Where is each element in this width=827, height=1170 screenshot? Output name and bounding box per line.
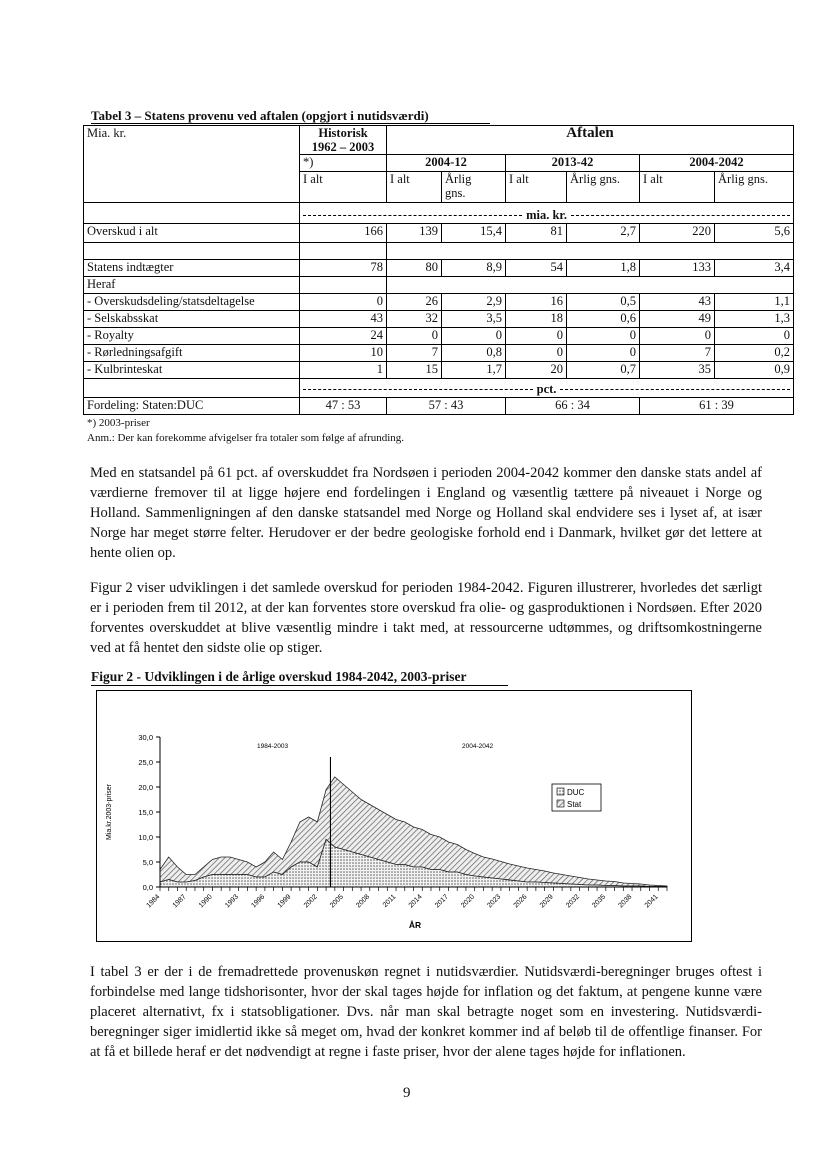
arlig-2004-12 bbox=[442, 172, 506, 203]
cell-value: 0 bbox=[715, 328, 794, 345]
figure-title-underline bbox=[91, 685, 508, 686]
row-label: - Rørledningsafgift bbox=[84, 345, 300, 362]
period-label-historic: 1984-2003 bbox=[257, 743, 289, 750]
row-label: - Royalty bbox=[84, 328, 300, 345]
surplus-area-chart bbox=[97, 691, 691, 941]
period-label-agreement: 2004-2042 bbox=[462, 743, 494, 750]
cell-value: 15,4 bbox=[442, 224, 506, 243]
row-label: - Kulbrinteskat bbox=[84, 362, 300, 379]
x-tick-label: 2041 bbox=[643, 893, 660, 910]
x-tick-label: 1990 bbox=[197, 893, 214, 910]
cell-value: 10 bbox=[300, 345, 387, 362]
fordeling-value: 66 : 34 bbox=[506, 398, 640, 415]
cell-value: 7 bbox=[640, 345, 715, 362]
cell-value: 8,9 bbox=[442, 260, 506, 277]
unit-separator-blank bbox=[84, 203, 300, 224]
table-row bbox=[84, 294, 794, 311]
row-label: Overskud i alt bbox=[84, 224, 300, 243]
aftalen-header: Aftalen bbox=[387, 126, 794, 155]
footnote-rounding: Anm.: Der kan forekomme afvigelser fra totaler som følge af afrunding. bbox=[87, 432, 405, 444]
figure-title: Figur 2 - Udviklingen i de årlige overskud 1984-2042, 2003-priser bbox=[91, 669, 467, 684]
heraf-label: Heraf bbox=[84, 277, 300, 294]
fordeling-row bbox=[84, 398, 794, 415]
fordeling-value: 61 : 39 bbox=[640, 398, 794, 415]
fordeling-label: Fordeling: Staten:DUC bbox=[84, 398, 300, 415]
cell-value: 80 bbox=[387, 260, 442, 277]
page-number: 9 bbox=[403, 1085, 411, 1101]
pct-separator-blank bbox=[84, 379, 300, 398]
y-tick-label: 30,0 bbox=[138, 733, 153, 742]
unit-label: Mia. kr. bbox=[84, 126, 300, 203]
cell-value: 32 bbox=[387, 311, 442, 328]
fordeling-value: 57 : 43 bbox=[387, 398, 506, 415]
cell-value: 78 bbox=[300, 260, 387, 277]
x-tick-label: 2011 bbox=[381, 893, 398, 910]
cell-value: 7 bbox=[387, 345, 442, 362]
cell-value: 54 bbox=[506, 260, 567, 277]
x-tick-label: 2023 bbox=[486, 893, 503, 910]
paragraph-3: I tabel 3 er der i de fremadrettede provenuskøn regnet i nutidsværdier. Nutidsværdi-beregninger bruges oftest i forbindelse med lange tidshorisonter, hvor der skal tages højde for inflation og det faktum, at pengene kunne være placeret alternativt, fx i statsobligationer. Dvs. når man skal betragte noget som en investering. Nutidsværdi- beregninger siger imidlertid ikke så meget om, hvad der konkret kommer ind af beløb til de offentlige finanser. For at få et billede heraf er det nødvendigt at regne i faste priser, hvor der alene tages højde for inflationen. bbox=[90, 964, 762, 1060]
unit-separator-label: mia. kr. bbox=[526, 208, 567, 222]
cell-value: 0 bbox=[567, 345, 640, 362]
cell-value: 49 bbox=[640, 311, 715, 328]
arlig-2004-12-line1: Årlig bbox=[445, 172, 472, 186]
table-header-row-1 bbox=[84, 126, 794, 155]
cell-value: 0,7 bbox=[567, 362, 640, 379]
y-tick-label: 5,0 bbox=[142, 858, 153, 867]
cell-value: 1,7 bbox=[442, 362, 506, 379]
paragraph-2: Figur 2 viser udviklingen i det samlede overskud for perioden 1984-2042. Figuren illustrerer, hvorledes det særligt er i perioden frem til 2012, at der kan forventes store overskud fra olie- og gasproduktionen i Nordsøen. Efter 2020 forventes overskuddet at blive væsentlig mindre i takt med, at ressourcerne udtømmes, og driftsomkostningerne ved at få hentet den sidste olie op stiger. bbox=[90, 580, 762, 656]
period-2013-42: 2013-42 bbox=[506, 155, 640, 172]
cell-value: 0,6 bbox=[567, 311, 640, 328]
x-axis-label: ÅR bbox=[408, 920, 422, 930]
table-title: Tabel 3 – Statens provenu ved aftalen (opgjort i nutidsværdi) bbox=[91, 108, 429, 123]
cell-value: 16 bbox=[506, 294, 567, 311]
pct-separator-row bbox=[84, 379, 794, 398]
table-row bbox=[84, 311, 794, 328]
table-row bbox=[84, 362, 794, 379]
y-tick-label: 20,0 bbox=[138, 783, 153, 792]
ialt-2013-42: I alt bbox=[506, 172, 567, 203]
heraf-row bbox=[84, 277, 794, 294]
cell-value: 1,3 bbox=[715, 311, 794, 328]
x-tick-label: 2026 bbox=[512, 893, 529, 910]
arlig-2004-12-line2: gns. bbox=[445, 186, 466, 200]
legend-swatch-stat bbox=[557, 800, 564, 807]
cell-value: 0 bbox=[300, 294, 387, 311]
cell-value: 0,9 bbox=[715, 362, 794, 379]
cell-value: 0,8 bbox=[442, 345, 506, 362]
table-row bbox=[84, 328, 794, 345]
x-tick-label: 2035 bbox=[591, 893, 608, 910]
cell-value: 81 bbox=[506, 224, 567, 243]
legend-swatch-duc bbox=[557, 788, 564, 795]
x-tick-label: 1996 bbox=[250, 893, 267, 910]
cell-value: 18 bbox=[506, 311, 567, 328]
x-tick-label: 2038 bbox=[617, 893, 634, 910]
cell-value: 0 bbox=[567, 328, 640, 345]
table-title-underline bbox=[91, 123, 490, 124]
table-row bbox=[84, 260, 794, 277]
y-axis-label: Mia.kr.2003-priser bbox=[106, 783, 113, 841]
historisk-header-line2: 1962 – 2003 bbox=[311, 140, 375, 154]
historisk-header bbox=[300, 126, 387, 155]
table-row bbox=[84, 345, 794, 362]
cell-value: 139 bbox=[387, 224, 442, 243]
cell-value: 0 bbox=[387, 328, 442, 345]
cell-value: 43 bbox=[640, 294, 715, 311]
cell-value: 3,4 bbox=[715, 260, 794, 277]
x-tick-label: 2002 bbox=[302, 893, 319, 910]
cell-value: 20 bbox=[506, 362, 567, 379]
historisk-ialt: I alt bbox=[300, 172, 387, 203]
unit-separator-row bbox=[84, 203, 794, 224]
historisk-note: *) bbox=[300, 155, 387, 172]
pct-separator bbox=[300, 379, 794, 398]
legend-label-stat: Stat bbox=[567, 800, 582, 809]
y-tick-label: 15,0 bbox=[138, 808, 153, 817]
cell-value: 15 bbox=[387, 362, 442, 379]
cell-value: 0,2 bbox=[715, 345, 794, 362]
cell-value: 24 bbox=[300, 328, 387, 345]
ialt-2004-12: I alt bbox=[387, 172, 442, 203]
x-tick-label: 2029 bbox=[538, 893, 555, 910]
cell-value: 0,5 bbox=[567, 294, 640, 311]
cell-value: 43 bbox=[300, 311, 387, 328]
cell-value: 26 bbox=[387, 294, 442, 311]
row-label: Statens indtægter bbox=[84, 260, 300, 277]
table-row bbox=[84, 224, 794, 243]
fordeling-value: 47 : 53 bbox=[300, 398, 387, 415]
cell-value: 0 bbox=[640, 328, 715, 345]
x-tick-label: 2014 bbox=[407, 893, 424, 910]
spacer-row bbox=[84, 243, 794, 260]
x-tick-label: 1984 bbox=[145, 893, 162, 910]
cell-value: 2,9 bbox=[442, 294, 506, 311]
cell-value: 0 bbox=[506, 328, 567, 345]
cell-value: 166 bbox=[300, 224, 387, 243]
cell-value: 1 bbox=[300, 362, 387, 379]
cell-value: 220 bbox=[640, 224, 715, 243]
cell-value: 5,6 bbox=[715, 224, 794, 243]
cell-value: 0 bbox=[506, 345, 567, 362]
figure-frame bbox=[96, 690, 692, 942]
historisk-header-line1: Historisk bbox=[318, 126, 368, 140]
arlig-2004-2042: Årlig gns. bbox=[715, 172, 794, 203]
paragraph-1: Med en statsandel på 61 pct. af overskuddet fra Nordsøen i perioden 2004-2042 kommer den danske stats andel af værdierne fremover til at ligge højere end fordelingen i England og væsentlig tættere på niveauet i Norge og Holland. Sammenligningen af den danske statsandel med Norge og Holland skal endvidere ses i lyset af, at især Norge har meget større felter. Herudover er der bedre geologiske forhold end i Danmark, hvilket gør det lettere at hente olien op. bbox=[90, 465, 762, 561]
period-2004-12: 2004-12 bbox=[387, 155, 506, 172]
x-tick-label: 2005 bbox=[329, 893, 345, 910]
cell-value: 0 bbox=[442, 328, 506, 345]
x-tick-label: 2017 bbox=[433, 893, 450, 910]
row-label: - Overskudsdeling/statsdeltagelse bbox=[84, 294, 300, 311]
provenu-table bbox=[83, 125, 794, 415]
legend-label-duc: DUC bbox=[567, 788, 585, 797]
y-tick-label: 10,0 bbox=[138, 833, 153, 842]
pct-separator-label: pct. bbox=[536, 382, 557, 396]
x-tick-label: 2008 bbox=[355, 893, 372, 910]
unit-separator bbox=[300, 203, 794, 224]
ialt-2004-2042: I alt bbox=[640, 172, 715, 203]
cell-value: 1,8 bbox=[567, 260, 640, 277]
y-tick-label: 25,0 bbox=[138, 758, 153, 767]
x-tick-label: 1987 bbox=[171, 893, 188, 910]
arlig-2013-42: Årlig gns. bbox=[567, 172, 640, 203]
row-label: - Selskabsskat bbox=[84, 311, 300, 328]
cell-value: 3,5 bbox=[442, 311, 506, 328]
cell-value: 133 bbox=[640, 260, 715, 277]
period-2004-2042: 2004-2042 bbox=[640, 155, 794, 172]
cell-value: 35 bbox=[640, 362, 715, 379]
x-tick-label: 2032 bbox=[565, 893, 582, 910]
x-tick-label: 2020 bbox=[460, 893, 477, 910]
cell-value: 2,7 bbox=[567, 224, 640, 243]
y-tick-label: 0,0 bbox=[142, 883, 153, 892]
footnote-prices: *) 2003-priser bbox=[87, 417, 150, 429]
x-tick-label: 1999 bbox=[276, 893, 293, 910]
cell-value: 1,1 bbox=[715, 294, 794, 311]
x-tick-label: 1993 bbox=[224, 893, 241, 910]
